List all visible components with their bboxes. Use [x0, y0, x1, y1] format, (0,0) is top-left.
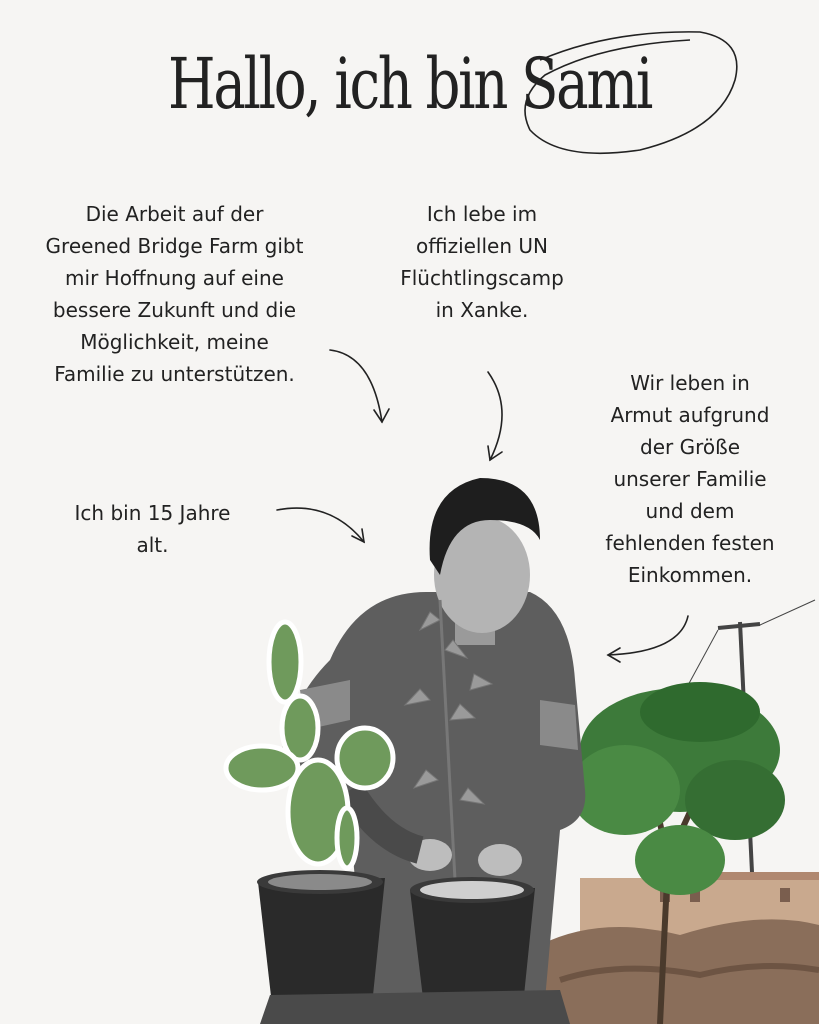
- fact-poverty-text: Wir leben in Armut aufgrund der Größe unserer Familie und dem fehlenden festen Einkommen.: [605, 371, 775, 587]
- hand-drawn-arrow-icon: [330, 350, 389, 422]
- fact-age-text: Ich bin 15 Jahre alt.: [74, 501, 231, 557]
- fact-farm-text: Die Arbeit auf der Greened Bridge Farm gibt mir Hoffnung auf eine bessere Zukunft und die Möglichkeit, meine Familie zu unterstützen.: [45, 202, 304, 386]
- page-title: Hallo, ich bin Sami: [168, 43, 651, 125]
- fact-camp-text: Ich lebe im offiziellen UN Flüchtlingscamp in Xanke.: [400, 202, 564, 322]
- hand-drawn-arrow-icon: [488, 372, 502, 460]
- hand-drawn-arrow-icon: [608, 616, 688, 662]
- hand-drawn-arrow-icon: [277, 508, 364, 542]
